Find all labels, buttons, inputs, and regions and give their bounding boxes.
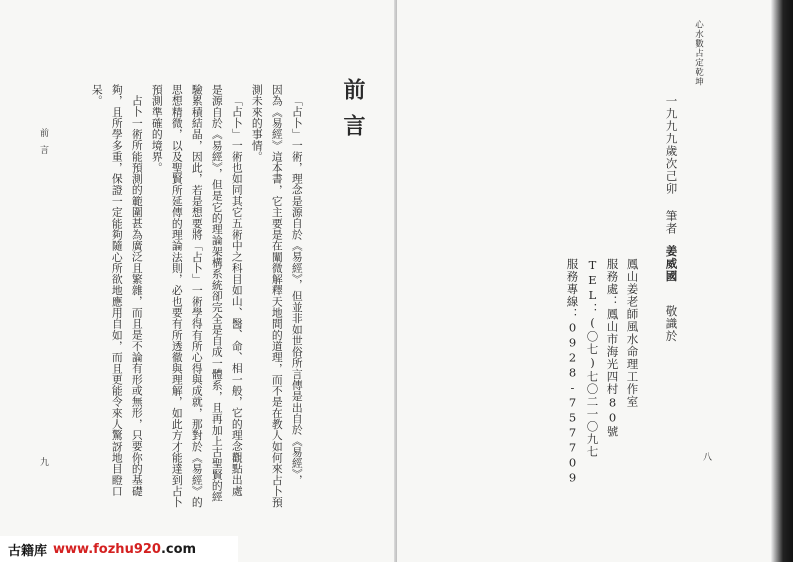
body-line-7: 思想精微，以及聖賢所延傳的理論法則，必也要有所透徹與理解，如此方才能達到占卜 (170, 84, 184, 508)
running-header-left: 前言 (38, 128, 48, 162)
author-name: 姜威國 (664, 245, 679, 283)
body-line-9: 占卜一術所能預測的範圍甚為廣泛且繁雜，而且是不論有形或無形，只要你的基礎 (130, 95, 144, 497)
watermark-footer (0, 536, 238, 562)
body-line-5: 是源自於《易經》，但是它的理論架構系統卻完全是自成一體系，且再加上古聖賢的經 (210, 84, 224, 503)
body-line-10: 夠，且所學多重，保證一定能夠隨心所欲地應用自如，而且更能令來人驚訝地目瞪口 (110, 84, 124, 497)
body-line-2: 因為《易經》這本書，它主要是在闡微解釋天地間的道理，而不是在教人如何來占卜預 (270, 84, 284, 508)
body-line-8: 預測準確的境界。 (150, 84, 164, 174)
site-url: www.fozhu920.com (53, 541, 197, 557)
service-address: 服務處：鳳山市海光四村80號 (605, 258, 620, 438)
running-header-right: 心水數占定乾坤 (693, 20, 704, 87)
book-edge (771, 0, 793, 562)
author-suffix: 敬識於 (664, 305, 679, 343)
body-line-11: 呆。 (90, 84, 104, 107)
hotline: 服務專線：0928-757709 (565, 258, 580, 486)
page-title: 前言 (340, 78, 366, 150)
body-line-4: 「占卜」一術也如同其它五術中之科目如山、醫、命、相一般，它的理念觀點出處 (230, 95, 244, 497)
left-page (0, 0, 396, 562)
date-line: 一九九九歲次己卯 (664, 95, 679, 195)
site-name: 古籍库 (8, 543, 48, 559)
body-line-1: 「占卜」一術，理念是源自於《易經》，但並非如世俗所言傳是出自於《易經》， (290, 95, 304, 486)
author-label: 筆者 (664, 210, 679, 235)
body-line-3: 測未來的事情。 (250, 84, 264, 163)
page-number-right: 八 (703, 453, 713, 463)
telephone: TEL：(〇七)七〇二一〇九七 (585, 258, 600, 458)
body-line-6: 驗累積結晶，因此，若是想要將「占卜」一術學得有所心得與成就，那對於《易經》的 (190, 84, 204, 508)
right-page (397, 0, 793, 562)
page-number-left: 九 (40, 458, 50, 468)
studio-name: 鳳山姜老師風水命理工作室 (625, 258, 640, 408)
